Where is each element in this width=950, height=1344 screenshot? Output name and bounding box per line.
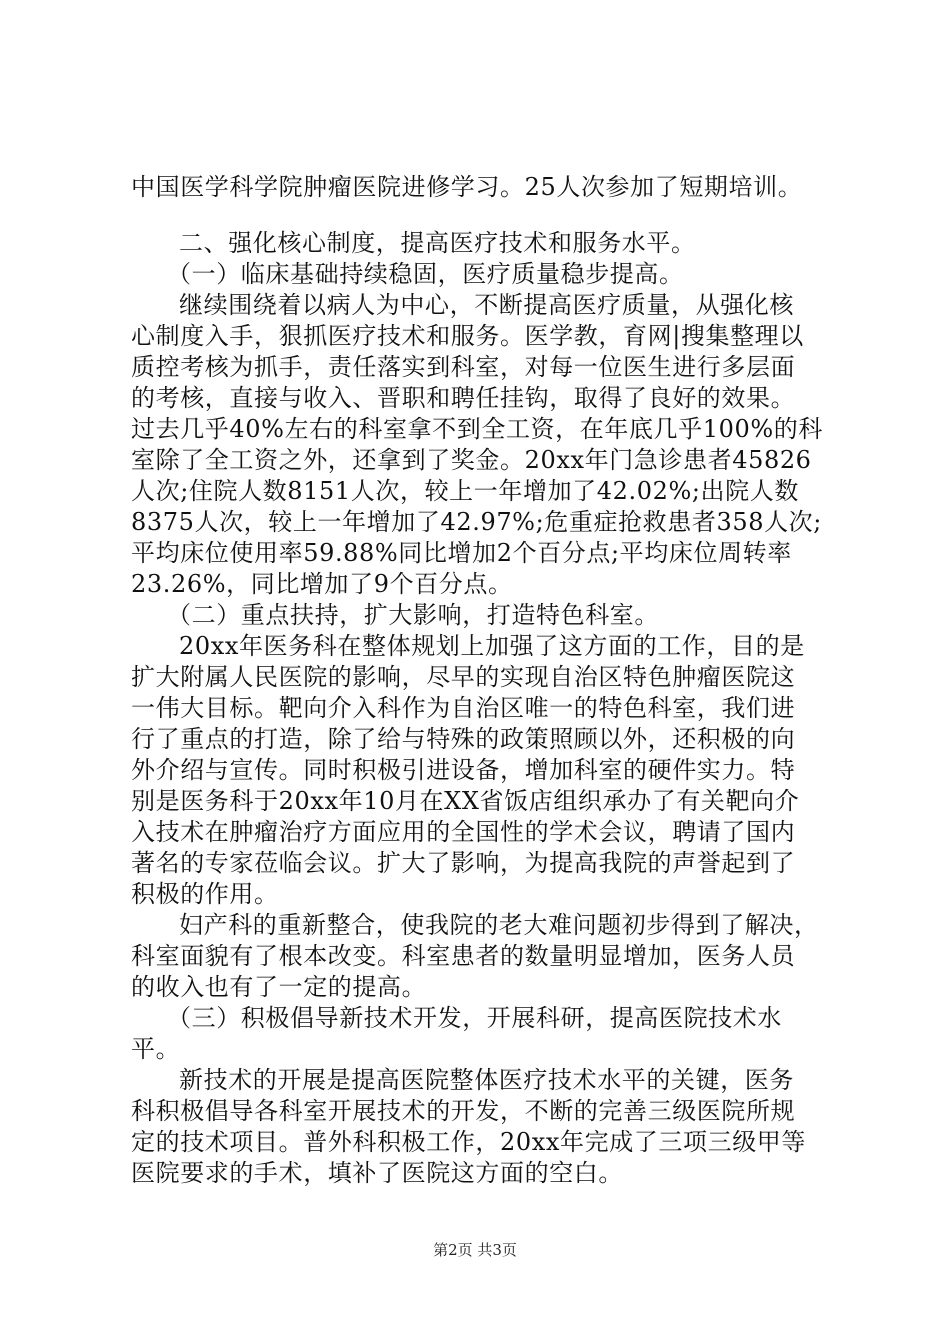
paragraph bbox=[131, 1065, 831, 1189]
text-line: 中国医学科学院肿瘤医院进修学习。25人次参加了短期培训。 bbox=[131, 173, 803, 201]
text-line: 20xx年医务科在整体规划上加强了这方面的工作，目的是 bbox=[179, 632, 805, 660]
text-line: 别是医务科于20xx年10月在XX省饭店组织承办了有关靶向介 bbox=[131, 787, 800, 815]
text-line: 积极的作用。 bbox=[131, 880, 279, 908]
text-line: 心制度入手，狠抓医疗技术和服务。医学教，育网|搜集整理以 bbox=[131, 322, 804, 350]
paragraph bbox=[131, 600, 831, 631]
text-line: 人次;住院人数8151人次，较上一年增加了42.02%;出院人数 bbox=[131, 477, 799, 505]
text-line: 医院要求的手术，填补了医院这方面的空白。 bbox=[131, 1159, 623, 1187]
paragraph bbox=[131, 228, 831, 259]
text-line: 定的技术项目。普外科积极工作，20xx年完成了三项三级甲等 bbox=[131, 1128, 807, 1156]
text-line: 扩大附属人民医院的影响，尽早的实现自治区特色肿瘤医院这 bbox=[131, 663, 796, 691]
paragraph bbox=[131, 910, 831, 1003]
text-line: 8375人次，较上一年增加了42.97%;危重症抢救患者358人次; bbox=[131, 508, 822, 536]
text-line: 过去几乎40%左右的科室拿不到全工资，在年底几乎100%的科 bbox=[131, 415, 823, 443]
text-line: 一伟大目标。靶向介入科作为自治区唯一的特色科室，我们进 bbox=[131, 694, 796, 722]
text-line: （一）临床基础持续稳固，医疗质量稳步提高。 bbox=[167, 260, 684, 288]
text-line: 平。 bbox=[131, 1035, 181, 1063]
text-line: （二）重点扶持，扩大影响，打造特色科室。 bbox=[167, 601, 659, 629]
paragraph bbox=[131, 290, 831, 600]
text-line: 妇产科的重新整合，使我院的老大难问题初步得到了解决， bbox=[179, 911, 819, 939]
text-line: 室除了全工资之外，还拿到了奖金。20xx年门急诊患者45826 bbox=[131, 446, 812, 474]
text-line: （三）积极倡导新技术开发，开展科研，提高医院技术水 bbox=[167, 1004, 782, 1032]
text-line: 平均床位使用率59.88%同比增加2个百分点;平均床位周转率 bbox=[131, 539, 792, 567]
paragraph bbox=[131, 259, 831, 290]
text-line: 继续围绕着以病人为中心，不断提高医疗质量，从强化核 bbox=[179, 291, 794, 319]
text-line: 23.26%，同比增加了9个百分点。 bbox=[131, 570, 513, 598]
page-footer: 第2页 共3页 bbox=[433, 1241, 517, 1259]
text-line: 科积极倡导各科室开展技术的开发，不断的完善三级医院所规 bbox=[131, 1097, 796, 1125]
paragraph bbox=[131, 631, 831, 910]
text-line: 外介绍与宣传。同时积极引进设备，增加科室的硬件实力。特 bbox=[131, 756, 796, 784]
text-line: 行了重点的打造，除了给与特殊的政策照顾以外，还积极的向 bbox=[131, 725, 796, 753]
paragraph bbox=[131, 172, 831, 203]
text-line: 二、强化核心制度，提高医疗技术和服务水平。 bbox=[179, 229, 696, 257]
paragraph-gap bbox=[131, 203, 831, 228]
paragraph bbox=[131, 1003, 831, 1065]
text-line: 新技术的开展是提高医院整体医疗技术水平的关键，医务 bbox=[179, 1066, 794, 1094]
text-line: 质控考核为抓手，责任落实到科室，对每一位医生进行多层面 bbox=[131, 353, 796, 381]
text-line: 的收入也有了一定的提高。 bbox=[131, 973, 427, 1001]
text-line: 著名的专家莅临会议。扩大了影响，为提高我院的声誉起到了 bbox=[131, 849, 796, 877]
document-body bbox=[131, 172, 831, 1189]
text-line: 的考核，直接与收入、晋职和聘任挂钩，取得了良好的效果。 bbox=[131, 384, 796, 412]
text-line: 科室面貌有了根本改变。科室患者的数量明显增加，医务人员 bbox=[131, 942, 796, 970]
text-line: 入技术在肿瘤治疗方面应用的全国性的学术会议，聘请了国内 bbox=[131, 818, 796, 846]
